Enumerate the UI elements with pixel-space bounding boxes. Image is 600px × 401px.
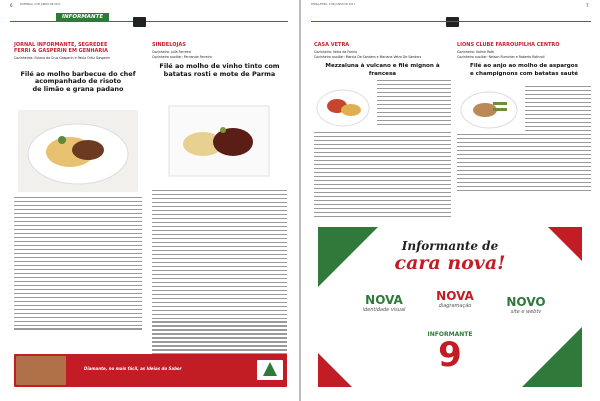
article-credit-1: Cozinheiro: Valmir Roth xyxy=(457,50,495,54)
article-credit-2: Cozinheiro auxiliar: Nelson Ruminier e Roberto Rothroll xyxy=(457,54,545,59)
right-page xyxy=(301,0,600,401)
article-title-line3: de limão e grana padano xyxy=(32,84,124,93)
article-body-text xyxy=(457,134,591,194)
ad-logo xyxy=(257,360,283,380)
ad-food-image xyxy=(16,356,66,385)
informante-logo xyxy=(418,331,482,375)
date-left: DOMINGO, 9 DE JUNHO DE 2017 xyxy=(20,3,61,6)
page-number-right: 7 xyxy=(586,3,589,8)
dish-photo-mezzaluna xyxy=(313,80,373,130)
ad-feature-layout xyxy=(422,289,488,309)
section-tag-left: INFORMANTE xyxy=(56,13,109,21)
advertisement-banner xyxy=(14,354,287,387)
article-credit-2: Cozinheira auxiliar: Marcia De Sanders e Mariana Vetra De Sanders xyxy=(314,54,422,59)
ad-feature-site xyxy=(496,295,556,315)
logo-number: 9 xyxy=(438,335,462,375)
article-sindelojas xyxy=(152,42,287,78)
feature-top: NOVA xyxy=(365,293,403,307)
article-jornal-informante xyxy=(14,42,142,93)
article-credit-1: Cozinheiro: Julia Ferreira xyxy=(152,50,191,54)
informante-cara-nova-ad xyxy=(318,227,582,387)
feature-bottom: diagramação xyxy=(438,303,472,309)
article-title xyxy=(14,71,142,94)
article-casa-vetra xyxy=(314,42,451,78)
article-title xyxy=(152,63,287,78)
article-head: LIONS CLUBE FARROUPILHA CENTRO xyxy=(457,42,560,48)
feature-bottom: site e webtv xyxy=(510,309,542,315)
article-title-line2: acompanhado de risoto xyxy=(34,77,122,85)
article-head-line2: FERRI & GASPERIN EM GENHARIA xyxy=(14,48,108,54)
article-credit-1: Cozinheira: Vetra da Farina xyxy=(314,50,358,54)
article-lions-clube xyxy=(457,42,591,78)
article-title-line1: Filé ao molho de vinho tinto com xyxy=(159,62,280,70)
date-right: TERÇA-FEIRA, 9 DE JUNHO DE 2017 xyxy=(311,3,356,6)
header-rule xyxy=(10,21,288,22)
logo-word: INFORMANTE xyxy=(427,331,473,338)
article-head: CASA VETRA xyxy=(314,42,350,48)
article-title xyxy=(457,63,591,78)
article-title-line2: e champignons com batatas sauté xyxy=(469,70,579,77)
gastronomy-logo xyxy=(133,17,146,27)
page-number-left: 6 xyxy=(10,3,13,8)
article-credit: Cozinheiros: Fulana da Cruz Gasperin e Paulo Ortiz Gasperin xyxy=(14,56,111,60)
ad-slogan: Diamante, no mais fácil, as Ideias do Sabor xyxy=(84,366,182,371)
dish-photo-aspargos xyxy=(457,86,521,132)
ad-feature-identity xyxy=(354,293,414,313)
article-title: Mezzaluna à vulcano e filé mignon à francesa xyxy=(325,63,440,77)
article-head: SINDELOJAS xyxy=(152,42,186,48)
article-body-text xyxy=(14,197,142,332)
article-body-text xyxy=(314,132,451,220)
feature-bottom: identidade visual xyxy=(362,307,406,313)
article-title-line1: Filé ao molho barbecue do chef xyxy=(20,69,136,78)
ad-heading-line2: cara nova! xyxy=(394,252,506,274)
article-head xyxy=(14,42,142,54)
feature-top: NOVA xyxy=(436,289,474,303)
ad-heading-line1: Informante de xyxy=(401,239,499,253)
header-rule xyxy=(311,21,591,22)
article-body-text xyxy=(377,80,451,128)
left-page xyxy=(0,0,299,401)
article-body-text xyxy=(525,86,591,134)
dish-photo-wine xyxy=(163,100,275,182)
article-title-line1: Filé ao anjo ao molho de aspargos xyxy=(470,63,578,69)
feature-top: NOVO xyxy=(506,295,546,309)
article-credit-2: Cozinheira auxiliar: Fernanda Ferreira xyxy=(152,54,212,59)
gastronomy-logo xyxy=(446,17,459,27)
dish-photo-barbecue xyxy=(18,110,138,192)
article-title-line2: batatas rosti e mote de Parma xyxy=(163,69,276,78)
article-head-line1: JORNAL INFORMANTE, SEGREDEE xyxy=(14,42,108,48)
